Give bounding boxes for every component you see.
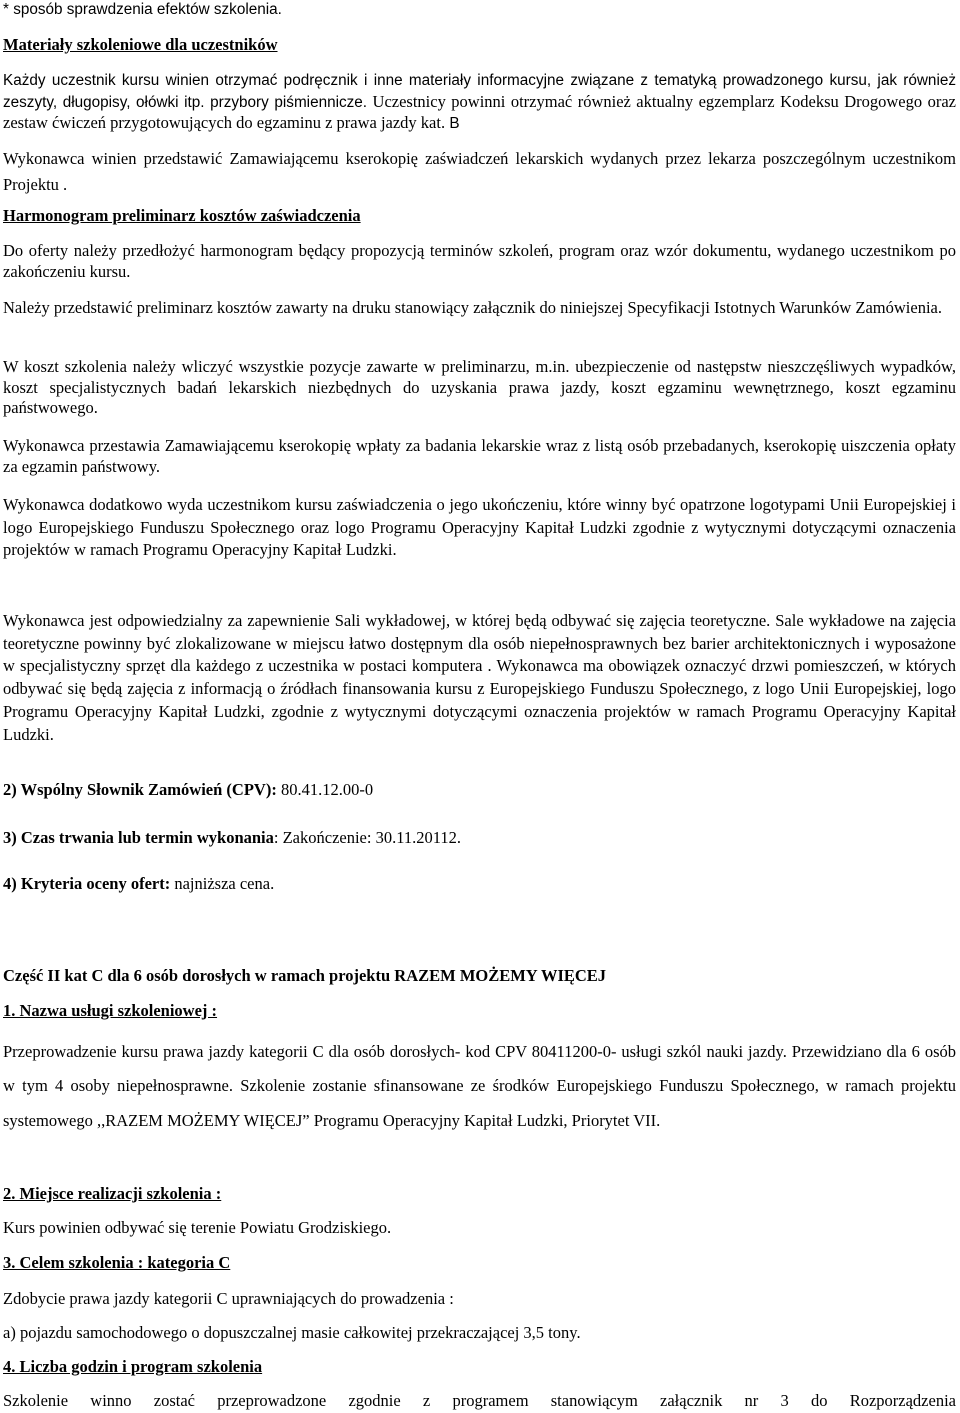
section-3-heading: 3. Celem szkolenia : kategoria C xyxy=(3,1253,231,1272)
schedule-paragraph-4: Wykonawca przestawia Zamawiającemu kserokopię wpłaty za badania lekarskie wraz z listą osób przebadanych, kserokopię uiszczenia opłaty za egzamin państwowy. xyxy=(3,436,956,476)
duration-value: : Zakończenie: 30.11.20112. xyxy=(273,828,461,847)
materials-heading: Materiały szkoleniowe dla uczestników xyxy=(3,35,278,54)
section-3-text-1: Zdobycie prawa jazdy kategorii C uprawniających do prowadzenia : xyxy=(3,1289,454,1308)
criteria-label: 4) Kryteria oceny ofert: xyxy=(3,874,171,893)
part2-title: Część II kat C dla 6 osób dorosłych w ramach projektu RAZEM MOŻEMY WIĘCEJ xyxy=(3,966,607,985)
duration-line xyxy=(3,828,956,849)
duration-label: 3) Czas trwania lub termin wykonania xyxy=(3,828,274,847)
materials-paragraph-1-tail: B xyxy=(445,115,460,132)
section-3-text-2: a) pojazdu samochodowego o dopuszczalnej masie całkowitej przekraczającej 3,5 tony. xyxy=(3,1323,581,1342)
schedule-paragraph-5: Wykonawca dodatkowo wyda uczestnikom kursu zaświadczenia o jego ukończeniu, które winny być opatrzone logotypami Unii Europejskiej i logo Europejskiego Funduszu Społecznego oraz logo Programu Operacyjny Kapitał Ludzki zgodnie z wytycznymi dotyczącymi oznaczenia projektów w ramach Programu Operacyjny Kapitał Ludzki. xyxy=(3,495,956,559)
section-2-text: Kurs powinien odbywać się terenie Powiatu Grodziskiego. xyxy=(3,1218,392,1237)
schedule-heading: Harmonogram preliminarz kosztów zaświadczenia xyxy=(3,206,361,225)
section-1-text: Przeprowadzenie kursu prawa jazdy kategorii C dla osób dorosłych- kod CPV 80411200-0- usługi szkól nauki jazdy. Przewidziano dla 6 osób w tym 4 osoby niepełnosprawne. Szkolenie zostanie sfinansowane ze środków Europejskiego Funduszu Społecznego, w ramach projektu systemowego ,,RAZEM MOŻEMY WIĘCEJ” Programu Operacyjny Kapitał Ludzki, Priorytet VII. xyxy=(3,1042,956,1130)
schedule-paragraph-3: W koszt szkolenia należy wliczyć wszystkie pozycje zawarte w preliminarzu, m.in. ubezpieczenie od następstw nieszczęśliwych wypadków, koszt specjalistycznych badań lekarskich niezbędnych do uzyskania prawa jazdy, koszt egzaminu wewnętrznego, koszt egzaminu państwowego. xyxy=(3,357,956,417)
section-1-heading: 1. Nazwa usługi szkoleniowej : xyxy=(3,1001,218,1020)
materials-paragraph-2: Wykonawca winien przedstawić Zamawiającemu kserokopię zaświadczeń lekarskich wydanych przez lekarza poszczególnym uczestnikom Projektu . xyxy=(3,149,956,194)
cpv-value: 80.41.12.00-0 xyxy=(276,780,374,799)
section-2-heading: 2. Miejsce realizacji szkolenia : xyxy=(3,1184,222,1203)
schedule-paragraph-1: Do oferty należy przedłożyć harmonogram będący propozycją terminów szkoleń, program oraz wzór dokumentu, wydanego uczestnikom po zakończeniu kursu. xyxy=(3,241,956,281)
cpv-label: 2) Wspólny Słownik Zamówień (CPV): xyxy=(3,780,277,799)
intro-line: * sposób sprawdzenia efektów szkolenia. xyxy=(3,1,282,18)
criteria-value: najniższa cena. xyxy=(170,874,275,893)
cpv-line xyxy=(3,780,956,801)
schedule-paragraph-2: Należy przedstawić preliminarz kosztów zawarty na druku stanowiący załącznik do niniejszej Specyfikacji Istotnych Warunków Zamówienia. xyxy=(3,298,942,317)
materials-paragraph-1-serif: Uczestnicy powinni otrzymać również aktualny egzemplarz Kodeksu Drogowego oraz zestaw ćwiczeń przygotowujących do egzaminu z prawa jazdy kat. xyxy=(3,91,956,132)
criteria-line xyxy=(3,874,956,895)
rooms-paragraph: Wykonawca jest odpowiedzialny za zapewnienie Sali wykładowej, w której będą odbywać się zajęcia teoretyczne. Sale wykładowe na zajęcia teoretyczne powinny być zlokalizowane w miejscu łatwo dostępnym dla osób niepełnosprawnych bez barier architektonicznych i wyposażone w specjalistyczny sprzęt dla każdego z uczestnika w postaci komputera . Wykonawca ma obowiązek oznaczyć drzwi pomieszczeń, w których odbywać się będą zajęcia z informacją o źródłach finansowania kursu z Europejskiego Funduszu Społecznego, z logo Unii Europejskiej, logo Programu Operacyjny Kapitał Ludzki, zgodnie z wytycznymi dotyczącymi oznaczenia projektów w ramach Programu Operacyjny Kapitał Ludzki. xyxy=(3,611,956,744)
materials-paragraph-1-sans: Każdy uczestnik kursu winien otrzymać podręcznik i inne materiały informacyjne związane z tematyką prowadzonego kursu, jak również zeszyty, długopisy, ołówki itp. przybory piśmiennicze. xyxy=(3,72,956,111)
section-4-text: Szkolenie winno zostać przeprowadzone zgodnie z programem stanowiącym załącznik nr 3 do Rozporządzenia xyxy=(3,1391,956,1410)
section-4-heading: 4. Liczba godzin i program szkolenia xyxy=(3,1357,263,1376)
materials-paragraph-1 xyxy=(3,70,956,135)
